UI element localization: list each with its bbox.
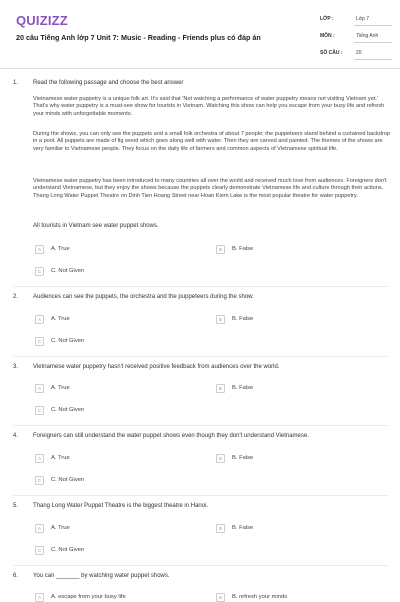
option-label: C. Not Given [51, 338, 85, 344]
option-label: A. escape from your busy life [51, 594, 126, 600]
option-b[interactable] [216, 523, 253, 533]
option-b[interactable] [216, 314, 253, 324]
meta-key-class: LỚP : [320, 16, 334, 22]
option-letter-box: A [35, 593, 44, 602]
question-number: 3. [13, 364, 19, 370]
option-label: A. True [51, 455, 70, 461]
option-a[interactable] [35, 523, 70, 533]
question-prompt: You can _______ by watching water puppet shows. [33, 573, 170, 579]
option-label: A. True [51, 246, 70, 252]
option-letter-box: B [216, 315, 225, 324]
option-letter-box: A [35, 384, 44, 393]
option-letter-box: A [35, 315, 44, 324]
option-label: B. refresh your minds [232, 594, 288, 600]
question-number: 1. [13, 80, 19, 86]
option-letter-box: B [216, 384, 225, 393]
option-a[interactable] [35, 244, 70, 254]
meta-row-class [320, 14, 392, 31]
option-letter-box: C [35, 476, 44, 485]
option-b[interactable] [216, 453, 253, 463]
option-letter-box: A [35, 454, 44, 463]
question-prompt: Audiences can see the puppets, the orchestra and the puppeteers during the show. [33, 294, 254, 300]
option-label: A. True [51, 525, 70, 531]
passage-paragraph-3: Vietnamese water puppetry has been introduced to many countries all over the world and received much love from audiences. Foreigners don't understand Vietnamese, but they enjoy the shows because the puppets clearly demonstrate Vietnamese life and culture through their actions. Thang Long Water Puppet Theatre on Dinh Tien Hoang Street near Hoan Kiem Lake is the most popular theatre for water puppetry. [33, 178, 387, 199]
question-number: 2. [13, 294, 19, 300]
divider [13, 286, 388, 287]
meta-row-subject [320, 31, 392, 48]
meta-value-subject: Tiếng Anh [354, 31, 392, 43]
option-letter-box: B [216, 245, 225, 254]
question-number: 5. [13, 503, 19, 509]
meta-value-count: 20 [354, 48, 392, 60]
option-letter-box: A [35, 524, 44, 533]
option-a[interactable] [35, 314, 70, 324]
question-number: 6. [13, 573, 19, 579]
divider [13, 356, 388, 357]
meta-key-subject: MÔN : [320, 33, 335, 39]
option-c[interactable] [35, 405, 84, 415]
divider [13, 425, 388, 426]
question-prompt: Read the following passage and choose the best answer [33, 80, 184, 86]
option-c[interactable] [35, 266, 84, 276]
option-label: C. Not Given [51, 547, 85, 553]
option-letter-box: B [216, 593, 225, 602]
option-label: A. True [51, 316, 70, 322]
question-number: 4. [13, 433, 19, 439]
passage-paragraph-2: During the shows, you can only see the puppets and a small folk orchestra of about 7 people; the puppeteers stand behind a curtained backdrop in a pool. All puppets are made of fig wood which goes along well with water. Then they are carved and painted. The themes of the shows are very familiar to Vietnamese people. They focus on the daily life of farmers and common aspects of Vietnamese spiritual life. [33, 131, 390, 152]
option-label: B. False [232, 385, 254, 391]
option-label: B. False [232, 525, 254, 531]
option-b[interactable] [216, 383, 253, 393]
option-b[interactable] [216, 592, 287, 602]
option-b[interactable] [216, 244, 253, 254]
option-letter-box: B [216, 454, 225, 463]
option-c[interactable] [35, 336, 84, 346]
option-letter-box: C [35, 406, 44, 415]
question-prompt: Thang Long Water Puppet Theatre is the biggest theatre in Hanoi. [33, 503, 209, 509]
option-a[interactable] [35, 453, 70, 463]
option-a[interactable] [35, 592, 126, 602]
option-letter-box: C [35, 267, 44, 276]
option-label: A. True [51, 385, 70, 391]
option-label: B. False [232, 316, 254, 322]
option-c[interactable] [35, 545, 84, 555]
option-letter-box: A [35, 245, 44, 254]
option-c[interactable] [35, 475, 84, 485]
option-label: B. False [232, 455, 254, 461]
worksheet-header [0, 0, 400, 69]
meta-row-count [320, 48, 392, 65]
meta-value-class: Lớp 7 [354, 14, 392, 26]
option-label: C. Not Given [51, 407, 85, 413]
option-label: B. False [232, 246, 254, 252]
question-prompt: Vietnamese water puppetry hasn't received positive feedback from audiences over the world. [33, 364, 280, 370]
question-statement: All tourists in Vietnam see water puppet shows. [33, 223, 159, 229]
option-letter-box: B [216, 524, 225, 533]
option-label: C. Not Given [51, 268, 85, 274]
quizizz-logo: QUIZIZZ [16, 13, 68, 28]
option-label: C. Not Given [51, 477, 85, 483]
passage-paragraph-1: Vietnamese water puppetry is a unique folk art. It's said that 'Not watching a performance of water puppetry means not visiting Vietnam yet.' That's why water puppetry is a must-see show for tourists in Vietnam. Watching this show can help you escape from your busy life and refresh your minds with unforgettable moments. [33, 96, 385, 117]
question-prompt: Foreigners can still understand the water puppet shows even though they don't understand Vietnamese. [33, 433, 309, 439]
page-title: 20 câu Tiếng Anh lớp 7 Unit 7: Music - Reading - Friends plus có đáp án [16, 33, 261, 42]
option-a[interactable] [35, 383, 70, 393]
divider [13, 565, 388, 566]
option-letter-box: C [35, 546, 44, 555]
meta-key-count: SỐ CÂU : [320, 50, 343, 56]
option-letter-box: C [35, 337, 44, 346]
meta-info [320, 14, 392, 65]
divider [13, 495, 388, 496]
